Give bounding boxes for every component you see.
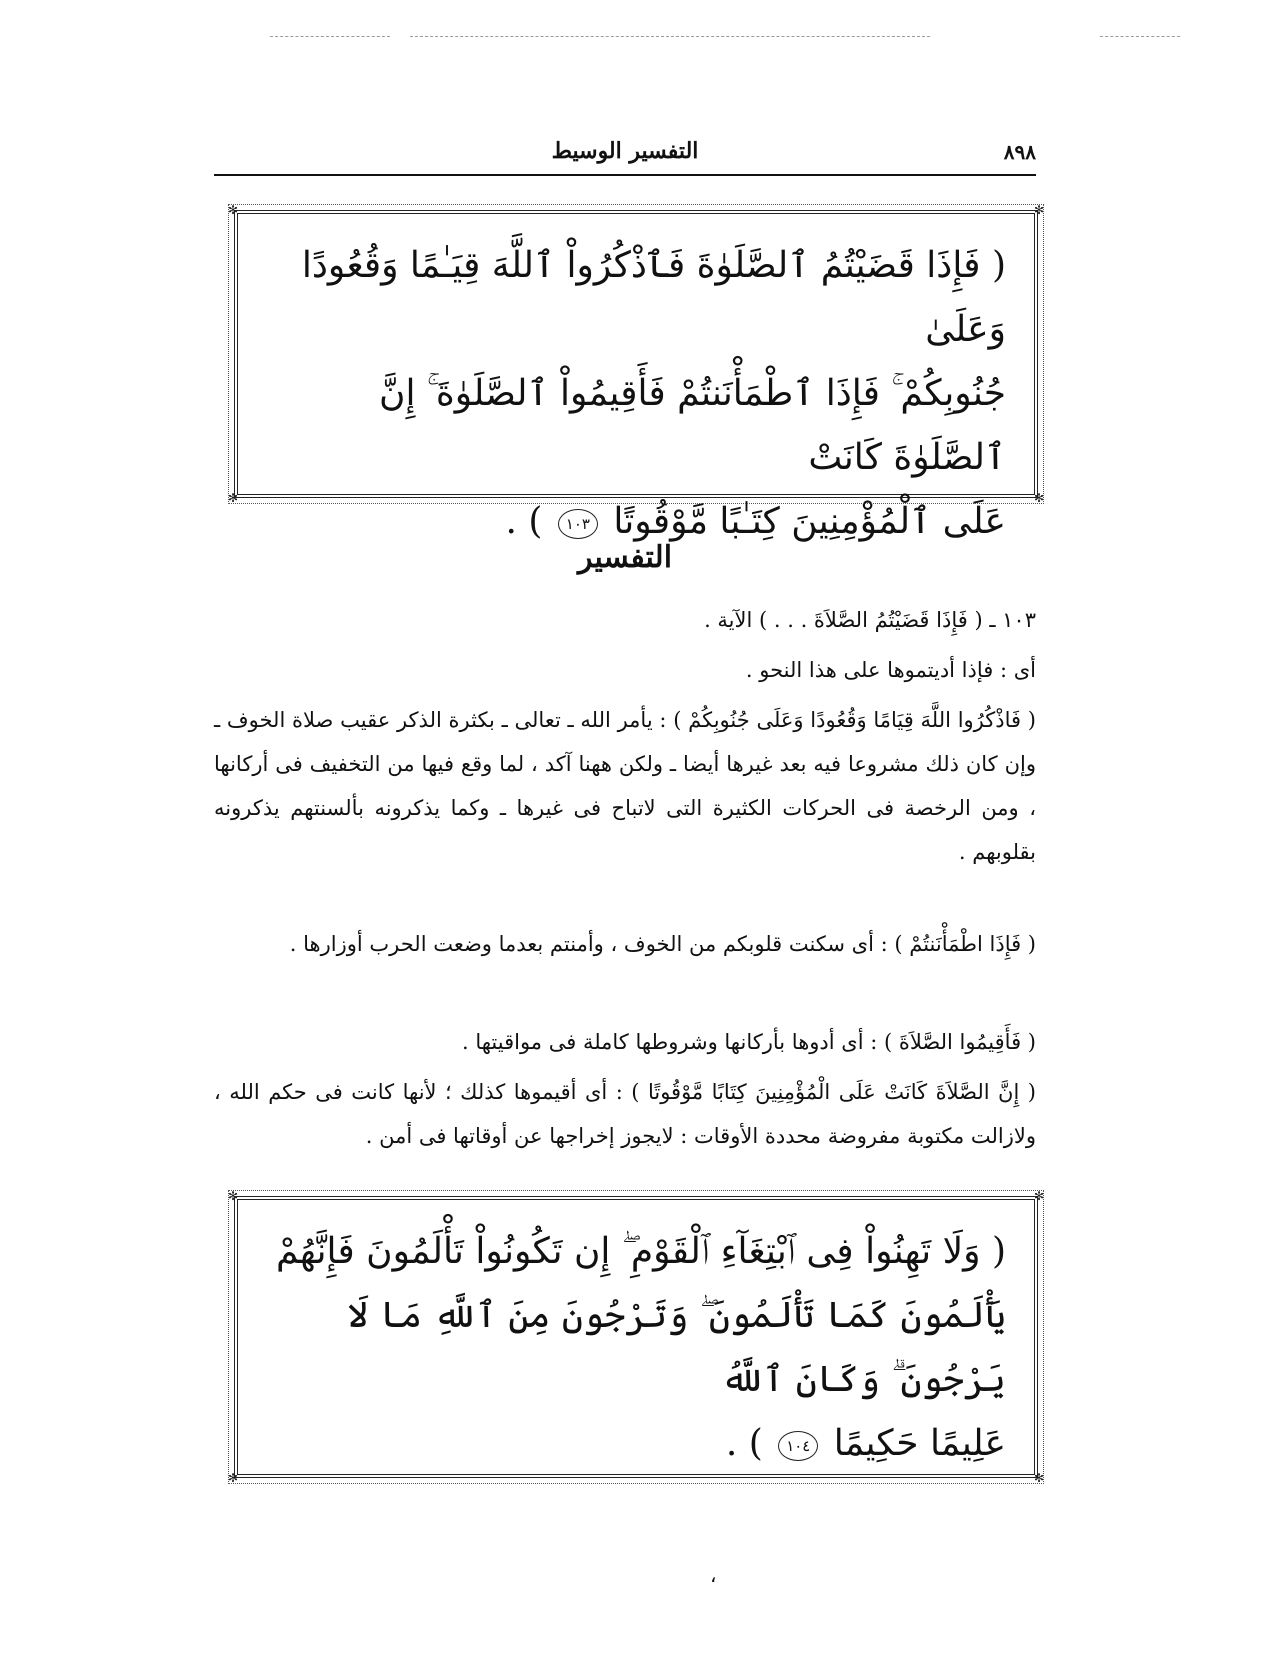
running-header [214,138,1036,176]
section-heading: التفسير [577,540,673,575]
corner-ornament-icon: ✻ [1033,491,1044,505]
verse-number-badge: ١٠٣ [558,509,598,539]
corner-ornament-icon: ✻ [1033,203,1044,217]
verse-number-badge: ١٠٤ [778,1431,818,1461]
paragraph: ( إِنَّ الصَّلاَةَ كَانَتْ عَلَى الْمُؤْمِنِينَ كِتَابًا مَّوْقُوتًا ) : أى أقيموها كذلك ؛ لأنها كانت فى حكم الله ، ولازالت مكتوبة مفروضة محددة الأوقات : لايجوز إخراجها عن أوقاتها فى أمن . [214,1080,1036,1148]
paragraph: ( فَأَقِيمُوا الصَّلاَةَ ) : أى أدوها بأركانها وشروطها كاملة فى مواقيتها . [461,1030,1036,1054]
paragraph: ( فَاذْكُرُوا اللَّهَ قِيَامًا وَقُعُودًا وَعَلَى جُنُوبِكُمْ ) : يأمر الله ـ تعالى ـ بكثرة الذكر عقيب صلاة الخوف ـ وإن كان ذلك مشروعا فيه بعد غيرها أيضا ـ ولكن ههنا آكد ، لما وقع فيها من التخفيف فى أركانها ، ومن الرخصة فى الحركات الكثيرة التى لاتباح فى غيرها ـ وكما يذكرونه بألسنتهم يذكرونه بقلوبهم . [214,708,1036,864]
corner-ornament-icon: ✻ [228,1471,239,1485]
verse-line: جُنُوبِكُمْ ۚ فَإِذَا ٱطْمَأْنَنتُمْ فَأَقِيمُواْ ٱلصَّلَوٰةَ ۚ إِنَّ ٱلصَّلَوٰةَ كَانَتْ [379,373,1006,478]
verse-line: ( وَلَا تَهِنُواْ فِى ٱبْتِغَآءِ ٱلْقَوْمِ ۖ إِن تَكُونُواْ تَأْلَمُونَ فَإِنَّهُمْ [275,1231,1006,1272]
corner-ornament-icon: ✻ [228,203,239,217]
verse-text [238,1200,1034,1490]
corner-ornament-icon: ✻ [1033,1189,1044,1203]
corner-ornament-icon: ✻ [228,491,239,505]
page-tail-mark: ، [710,1563,717,1587]
verse-line: ( فَإِذَا قَضَيْتُمُ ٱلصَّلَوٰةَ فَٱذْكُرُواْ ٱللَّهَ قِيَـٰمًا وَقُعُودًا وَعَلَىٰ [301,245,1006,350]
verse-line-text: عَلِيمًا حَكِيمًا [833,1423,1006,1464]
paragraph: ١٠٣ ـ ( فَإِذَا قَضَيْتُمُ الصَّلاَةَ . . . ) الآية . [704,608,1036,632]
corner-ornament-icon: ✻ [1033,1471,1044,1485]
paragraph: أى : فإذا أديتموها على هذا النحو . [745,658,1036,682]
scan-artifact-line [410,36,930,37]
verse-line [266,1412,1006,1476]
paragraph: ( فَإِذَا اطْمَأْنَنتُمْ ) : أى سكنت قلوبكم من الخوف ، وأمنتم بعدما وضعت الحرب أوزارها . [289,932,1036,956]
book-title: التفسير الوسيط [551,138,699,164]
verse-box-103 [228,203,1044,542]
page-number: ٨٩٨ [1003,140,1036,164]
verse-text [238,214,1034,568]
scan-artifact-line [270,36,390,37]
scan-artifact-line [1100,36,1180,37]
verse-line-text: عَلَى ٱلْمُؤْمِنِينَ كِتَـٰبًا مَّوْقُوتًا [613,501,1006,542]
corner-ornament-icon: ✻ [228,1189,239,1203]
verse-closing: ) . [505,501,543,542]
verse-box-104 [228,1189,1044,1485]
verse-closing: ) . [725,1423,763,1464]
verse-line: يَأْلَمُونَ كَمَا تَأْلَمُونَ ۖ وَتَرْجُونَ مِنَ ٱللَّهِ مَا لَا يَرْجُونَ ۗ وَكَانَ ٱللَّهُ [347,1295,1006,1400]
